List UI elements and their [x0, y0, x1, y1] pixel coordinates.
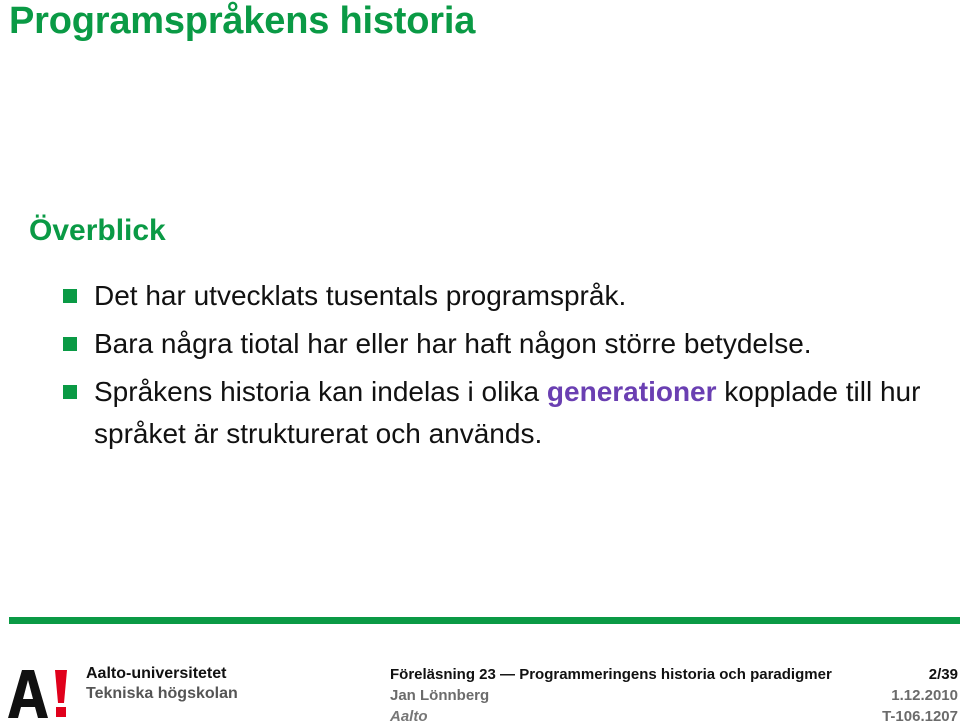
- bullet-item: [60, 323, 940, 365]
- lecture-date: 1.12.2010: [891, 687, 958, 704]
- page-number: 2/39: [928, 666, 958, 683]
- school-name: Tekniska högskolan: [86, 685, 238, 702]
- lecture-title: Föreläsning 23 — Programmeringens historia och paradigmer: [390, 666, 832, 683]
- aalto-logo-icon: [8, 668, 72, 718]
- square-bullet-icon: [63, 385, 77, 399]
- bullet-text: Det har utvecklats tusentals programspråk.: [94, 280, 627, 311]
- section-heading: Överblick: [29, 214, 166, 247]
- university-block: [86, 664, 238, 704]
- bullet-item: [60, 371, 940, 455]
- square-bullet-icon: [63, 337, 77, 351]
- institution-name: Aalto: [390, 708, 428, 725]
- university-name: Aalto-universitetet: [86, 665, 227, 682]
- bullet-item: [60, 275, 940, 317]
- footer-divider: [9, 617, 960, 624]
- bullet-text: Bara några tiotal har eller har haft någon större betydelse.: [94, 328, 812, 359]
- author-name: Jan Lönnberg: [390, 687, 490, 704]
- bullet-list: [60, 275, 940, 461]
- slide-title: Programspråkens historia: [9, 0, 476, 42]
- course-code: T-106.1207: [882, 708, 958, 725]
- bullet-text-after: kopplade till hur språket är strukturerat och används.: [94, 376, 921, 449]
- emphasized-term: generationer: [546, 376, 717, 407]
- square-bullet-icon: [63, 289, 77, 303]
- footer-info: [390, 664, 958, 727]
- bullet-text-before: Språkens historia kan indelas i olika: [94, 376, 547, 407]
